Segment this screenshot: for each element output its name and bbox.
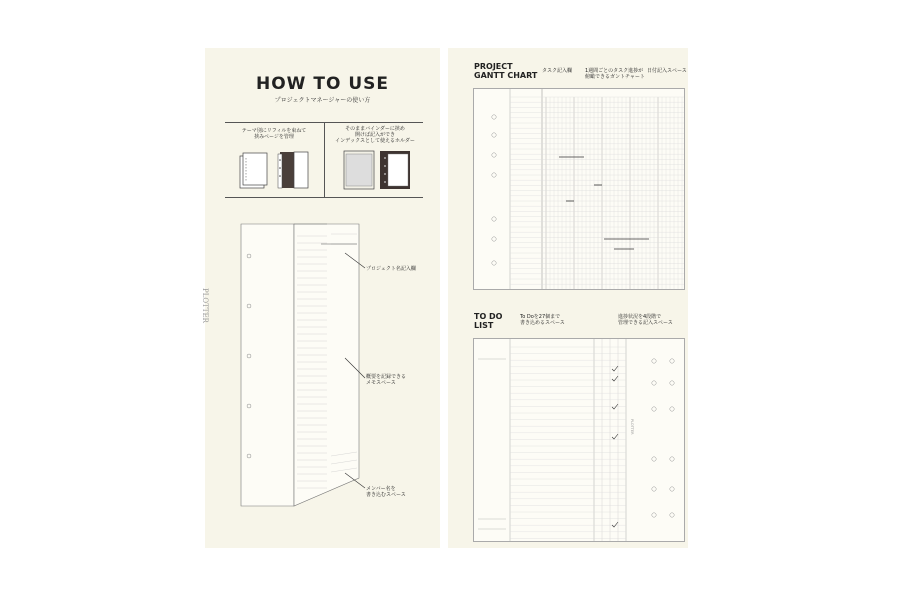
gantt-progress-note: 1週間ごとのタスク進捗が 俯瞰できるガントチャート bbox=[585, 68, 645, 80]
annotation-lines bbox=[205, 48, 440, 548]
todo-grid bbox=[474, 339, 684, 541]
task-field-note: タスク記入欄 bbox=[542, 68, 573, 74]
todo-sheet bbox=[473, 338, 685, 542]
templates-page bbox=[448, 48, 688, 548]
gantt-sheet bbox=[473, 88, 685, 290]
page-title: HOW TO USE bbox=[256, 74, 389, 94]
memo-annotation: 概要を記録できる メモスペース bbox=[366, 374, 407, 386]
todo-progress-note: 進捗状況を4段階で 管理できる記入スペース bbox=[618, 314, 673, 326]
date-field-note: 日付記入スペース bbox=[647, 68, 687, 74]
feature-2-text: そのままバインダーに挟め 開けば記入ができ インデックスとして使えるホルダー bbox=[335, 126, 415, 144]
gantt-grid bbox=[474, 89, 684, 289]
feature-1-text: テーマ別にリフィルを束ねて 挟みページを管理 bbox=[241, 128, 307, 140]
todo-capacity-note: To Doを27個まで 書き込めるスペース bbox=[520, 314, 565, 326]
gantt-title: PROJECT GANTT CHART bbox=[474, 62, 538, 80]
todo-brand-text: PLOTTER bbox=[630, 419, 634, 435]
project-name-annotation: プロジェクト名記入欄 bbox=[366, 266, 416, 272]
brand-text: PLOTTER bbox=[201, 288, 209, 323]
todo-title: TO DO LIST bbox=[474, 312, 503, 330]
how-to-use-page bbox=[201, 48, 440, 548]
page-subtitle: プロジェクトマネージャーの使い方 bbox=[274, 97, 371, 104]
member-annotation: メンバー名を 書き込むスペース bbox=[366, 486, 406, 498]
